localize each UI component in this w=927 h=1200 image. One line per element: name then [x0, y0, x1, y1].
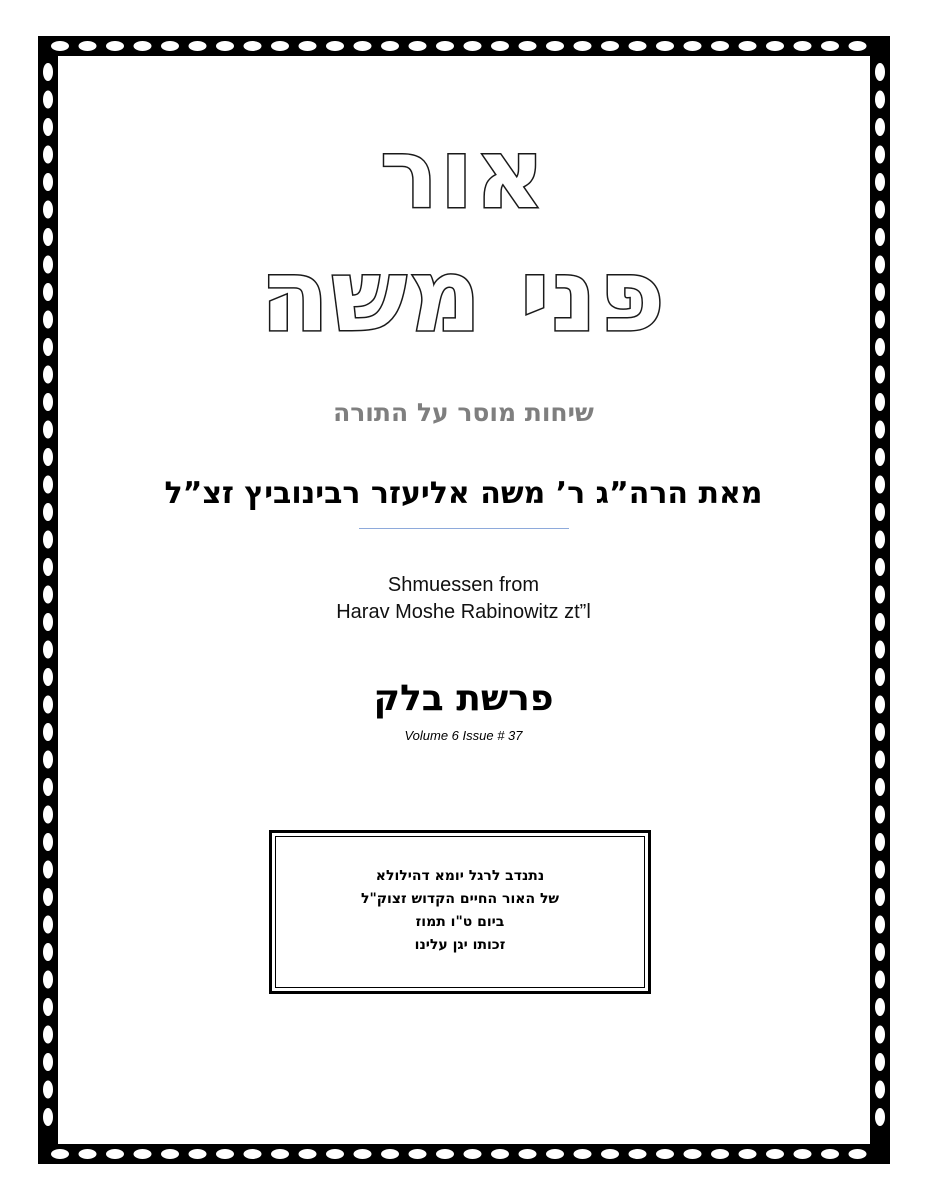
border-dot — [464, 1149, 482, 1159]
border-dot — [216, 41, 234, 51]
border-dot — [43, 971, 53, 989]
border-dot — [875, 448, 885, 466]
dedication-line-4: זכותו יגן עלינו — [414, 937, 506, 953]
border-dot — [875, 586, 885, 604]
border-dot — [794, 1149, 812, 1159]
border-dot — [436, 1149, 454, 1159]
border-dot — [189, 1149, 207, 1159]
border-dot — [43, 228, 53, 246]
border-dot — [875, 173, 885, 191]
border-dot — [43, 751, 53, 769]
border-dot — [875, 998, 885, 1016]
border-dot — [875, 613, 885, 631]
border-dot — [875, 641, 885, 659]
border-dot — [629, 41, 647, 51]
border-dot — [43, 558, 53, 576]
border-dot — [43, 476, 53, 494]
border-dot — [875, 833, 885, 851]
border-dot — [161, 41, 179, 51]
border-dot — [875, 421, 885, 439]
border-dot — [875, 228, 885, 246]
english-line-1: Shmuessen from — [387, 574, 540, 596]
border-dot — [43, 861, 53, 879]
border-dot — [849, 1149, 867, 1159]
border-dot — [51, 41, 69, 51]
border-dot — [739, 1149, 757, 1159]
subtitle: שיחות מוסר על התורה — [333, 398, 594, 427]
border-dot — [875, 916, 885, 934]
border-dot — [875, 696, 885, 714]
border-dot — [43, 723, 53, 741]
border-dot — [491, 1149, 509, 1159]
border-dot — [43, 943, 53, 961]
border-dot — [711, 41, 729, 51]
border-dot — [875, 256, 885, 274]
border-dot — [271, 41, 289, 51]
title-line-2: פני משה — [260, 237, 667, 354]
border-dot — [875, 1026, 885, 1044]
english-line-2: Harav Moshe Rabinowitz zt”l — [336, 601, 591, 623]
border-dot — [43, 778, 53, 796]
border-dot — [875, 366, 885, 384]
dedication-line-3: ביום ט"ו תמוז — [415, 914, 505, 930]
border-dot — [875, 63, 885, 81]
border-dot — [134, 41, 152, 51]
border-dot — [821, 41, 839, 51]
border-dot — [875, 751, 885, 769]
volume-issue: Volume 6 Issue # 37 — [404, 728, 523, 743]
border-dot — [574, 1149, 592, 1159]
border-dot — [326, 1149, 344, 1159]
border-dot — [43, 146, 53, 164]
border-dot — [574, 41, 592, 51]
border-dot — [43, 806, 53, 824]
divider-line — [359, 528, 569, 529]
border-dot — [656, 1149, 674, 1159]
border-dot — [51, 1149, 69, 1159]
border-dot — [875, 476, 885, 494]
border-dot — [43, 641, 53, 659]
cover-page — [60, 58, 867, 1140]
border-dot — [766, 1149, 784, 1159]
border-dot — [849, 41, 867, 51]
border-dot — [43, 63, 53, 81]
dedication-line-2: של האור החיים הקדוש זצוק"ל — [360, 891, 560, 907]
border-dot — [875, 888, 885, 906]
border-dot — [875, 1081, 885, 1099]
border-dot — [244, 41, 262, 51]
dedication-line-1: נתנדב לרגל יומא דהילולא — [375, 868, 545, 884]
border-dot — [875, 146, 885, 164]
border-dot — [409, 41, 427, 51]
border-dot — [216, 1149, 234, 1159]
border-dot — [43, 283, 53, 301]
border-dot — [546, 1149, 564, 1159]
dedication-text — [272, 865, 648, 957]
border-dot — [299, 41, 317, 51]
border-dot — [161, 1149, 179, 1159]
border-dot — [519, 1149, 537, 1159]
border-dot — [244, 1149, 262, 1159]
border-dot — [875, 118, 885, 136]
border-dot — [875, 338, 885, 356]
border-dot — [43, 173, 53, 191]
border-dot — [875, 201, 885, 219]
border-dot — [875, 806, 885, 824]
border-dot — [43, 531, 53, 549]
border-dot — [43, 421, 53, 439]
border-dot — [875, 861, 885, 879]
border-dot — [43, 668, 53, 686]
border-dot — [299, 1149, 317, 1159]
border-dot — [875, 668, 885, 686]
border-dot — [875, 393, 885, 411]
border-dot — [79, 41, 97, 51]
border-dot — [189, 41, 207, 51]
dedication-box — [269, 830, 651, 994]
border-dot — [43, 338, 53, 356]
border-dot — [684, 1149, 702, 1159]
border-dot — [875, 283, 885, 301]
border-dot — [43, 256, 53, 274]
border-dot — [875, 311, 885, 329]
border-dot — [79, 1149, 97, 1159]
border-dot — [43, 1026, 53, 1044]
border-dot — [43, 1081, 53, 1099]
border-dot — [43, 613, 53, 631]
border-dot — [43, 118, 53, 136]
border-dot — [875, 91, 885, 109]
border-dot — [711, 1149, 729, 1159]
border-dot — [43, 916, 53, 934]
border-dot — [875, 558, 885, 576]
border-dot — [43, 393, 53, 411]
border-dot — [43, 696, 53, 714]
border-dot — [354, 1149, 372, 1159]
border-dot — [436, 41, 454, 51]
border-dot — [629, 1149, 647, 1159]
border-dot — [601, 1149, 619, 1159]
border-dot — [766, 41, 784, 51]
border-dot — [106, 41, 124, 51]
author-hebrew: מאת הרה”ג ר’ משה אליעזר רבינוביץ זצ”ל — [164, 476, 763, 511]
border-dot — [409, 1149, 427, 1159]
border-dot — [875, 503, 885, 521]
border-dot — [106, 1149, 124, 1159]
border-dot — [821, 1149, 839, 1159]
border-dot — [875, 971, 885, 989]
border-dot — [381, 1149, 399, 1159]
english-byline — [60, 572, 867, 626]
title-line-1: אור — [380, 118, 547, 230]
border-dot — [875, 723, 885, 741]
border-dot — [656, 41, 674, 51]
border-dot — [43, 91, 53, 109]
border-dot — [43, 311, 53, 329]
border-dot — [546, 41, 564, 51]
border-dot — [43, 503, 53, 521]
border-dot — [43, 833, 53, 851]
border-dot — [43, 586, 53, 604]
border-dot — [271, 1149, 289, 1159]
border-dot — [684, 41, 702, 51]
border-dot — [381, 41, 399, 51]
border-dot — [43, 366, 53, 384]
border-dot — [875, 778, 885, 796]
parsha-title: פרשת בלק — [373, 678, 554, 719]
border-dot — [43, 1108, 53, 1126]
border-dot — [43, 888, 53, 906]
border-dot — [794, 41, 812, 51]
border-dot — [464, 41, 482, 51]
border-dot — [326, 41, 344, 51]
border-dot — [43, 448, 53, 466]
border-dot — [43, 998, 53, 1016]
border-dot — [134, 1149, 152, 1159]
border-dot — [739, 41, 757, 51]
border-dot — [491, 41, 509, 51]
border-dot — [601, 41, 619, 51]
border-dot — [519, 41, 537, 51]
border-dot — [354, 41, 372, 51]
border-dot — [875, 531, 885, 549]
border-dot — [875, 1108, 885, 1126]
border-dot — [875, 1053, 885, 1071]
border-dot — [875, 943, 885, 961]
border-dot — [43, 201, 53, 219]
border-dot — [43, 1053, 53, 1071]
